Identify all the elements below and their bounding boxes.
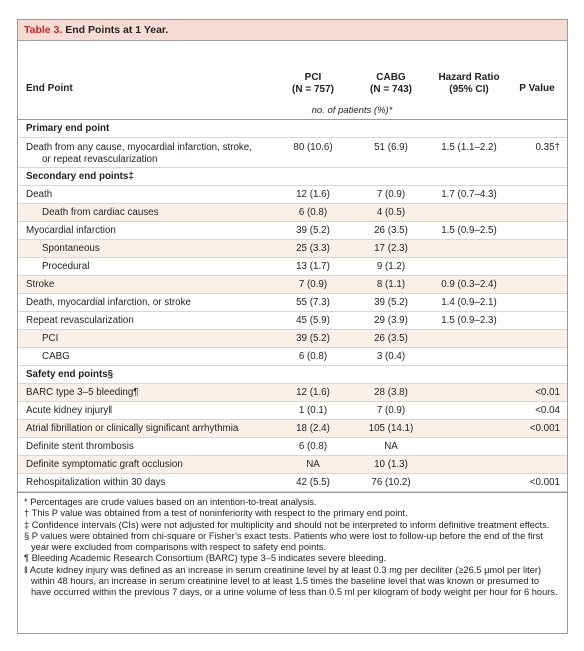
row-label xyxy=(42,351,70,363)
row-label xyxy=(26,225,116,237)
table-row xyxy=(18,348,567,366)
row-label-text: Repeat revascularization xyxy=(26,315,134,326)
cell-p: <0.001 xyxy=(529,423,560,434)
cell-p: <0.01 xyxy=(535,387,560,398)
row-label xyxy=(26,405,112,417)
row-label xyxy=(26,423,238,435)
row-label-text: BARC type 3–5 bleeding¶ xyxy=(26,387,139,398)
cell-pci: 12 (1.6) xyxy=(296,387,330,398)
row-label-text: Death xyxy=(26,189,53,200)
cell-hr: 0.9 (0.3–2.4) xyxy=(441,279,497,290)
table-row xyxy=(18,456,567,474)
table-row xyxy=(18,186,567,204)
row-label-text: Death from any cause, myocardial infarction, stroke, xyxy=(26,142,252,153)
cell-cabg: 10 (1.3) xyxy=(374,459,408,470)
section-header-row xyxy=(18,120,567,138)
cell-pci: 42 (5.5) xyxy=(296,477,330,488)
cell-pci: 13 (1.7) xyxy=(296,261,330,272)
cell-pci: 80 (10.6) xyxy=(293,142,333,153)
header-end-point: End Point xyxy=(26,83,73,94)
row-label xyxy=(26,279,54,291)
table-header xyxy=(18,41,567,120)
row-label-text: Atrial fibrillation or clinically significant arrhythmia xyxy=(26,423,239,434)
header-hazard-ratio xyxy=(432,72,506,96)
cell-pci: 39 (5.2) xyxy=(296,225,330,236)
row-label xyxy=(26,477,165,489)
row-label xyxy=(26,315,134,327)
table-title-bar xyxy=(18,20,567,41)
header-hr-label: Hazard Ratio xyxy=(438,72,500,83)
cell-pci: 6 (0.8) xyxy=(298,441,328,452)
row-label xyxy=(26,369,113,381)
row-label-text: Stroke xyxy=(26,279,55,290)
footnote: ‖ Acute kidney injury was defined as an increase in serum creatinine level by at least 0.3 mg per deciliter (≥26.5 μmol per liter) within 48 hours, an increase in serum creatinine level to at least 1.5 times the baseline level that was known or presumed to have occurred within the previous 7 days, or a urine volume of less than 0.5 ml per kilogram of body weight per hour for 6 hours. xyxy=(24,564,558,598)
row-label-text: Definite symptomatic graft occlusion xyxy=(26,459,183,470)
table-row xyxy=(18,330,567,348)
cell-hr: 1.7 (0.7–4.3) xyxy=(441,189,497,200)
table-label: Table 3. xyxy=(24,24,63,36)
header-cabg xyxy=(358,72,424,96)
cell-cabg: 76 (10.2) xyxy=(371,477,411,488)
section-header-row xyxy=(18,168,567,186)
header-units: no. of patients (%)* xyxy=(311,105,393,116)
row-label xyxy=(26,387,139,399)
cell-pci: 39 (5.2) xyxy=(296,333,330,344)
table-row xyxy=(18,294,567,312)
row-label-text: Death from cardiac causes xyxy=(42,207,159,218)
cell-cabg: 4 (0.5) xyxy=(376,207,406,218)
cell-hr: 1.5 (1.1–2.2) xyxy=(441,142,497,153)
table-row xyxy=(18,138,567,168)
cell-pci: 1 (0.1) xyxy=(298,405,328,416)
cell-p: <0.001 xyxy=(529,477,560,488)
cell-pci: 45 (5.9) xyxy=(296,315,330,326)
row-label xyxy=(42,243,100,255)
row-label-text: PCI xyxy=(42,333,59,344)
row-label xyxy=(42,261,89,273)
cell-cabg: 17 (2.3) xyxy=(374,243,408,254)
cell-cabg: 7 (0.9) xyxy=(376,189,406,200)
table-row xyxy=(18,204,567,222)
table-row xyxy=(18,222,567,240)
cell-cabg: 105 (14.1) xyxy=(368,423,414,434)
header-pci-n: (N = 757) xyxy=(292,84,334,95)
row-label-text: Death, myocardial infarction, or stroke xyxy=(26,297,191,308)
header-cabg-label: CABG xyxy=(376,72,406,83)
row-label xyxy=(26,171,134,183)
row-label xyxy=(42,333,58,345)
table-row xyxy=(18,402,567,420)
cell-pci: 6 (0.8) xyxy=(298,351,328,362)
table-row xyxy=(18,420,567,438)
cell-cabg: 8 (1.1) xyxy=(376,279,406,290)
row-label xyxy=(26,459,183,471)
cell-cabg: 7 (0.9) xyxy=(376,405,406,416)
row-label-text: Rehospitalization within 30 days xyxy=(26,477,166,488)
row-label-text: Safety end points§ xyxy=(26,369,114,380)
section-header-row xyxy=(18,366,567,384)
row-label-text: Myocardial infarction xyxy=(26,225,116,236)
row-label-text: CABG xyxy=(42,351,70,362)
cell-p: <0.04 xyxy=(535,405,560,416)
table-row xyxy=(18,276,567,294)
cell-pci: 18 (2.4) xyxy=(296,423,330,434)
row-label xyxy=(26,189,52,201)
row-label xyxy=(42,207,159,219)
row-label-continued: or repeat revascularization xyxy=(42,154,158,165)
footnote: ‡ Confidence intervals (CIs) were not adjusted for multiplicity and should not be interpreted to inform definitive treatment effects. xyxy=(24,519,550,530)
table-row xyxy=(18,474,567,492)
table-row xyxy=(18,258,567,276)
footnote: † This P value was obtained from a test of noninferiority with respect to the primary end point. xyxy=(24,508,408,519)
cell-hr: 1.5 (0.9–2.3) xyxy=(441,315,497,326)
cell-pci: 12 (1.6) xyxy=(296,189,330,200)
cell-cabg: 26 (3.5) xyxy=(374,333,408,344)
header-p-value: P Value xyxy=(519,83,555,94)
cell-cabg: 39 (5.2) xyxy=(374,297,408,308)
footnote: § P values were obtained from chi-square or Fisher’s exact tests. Patients who were lost to follow-up before the end of the first year were excluded from comparisons with respect to safety end points. xyxy=(24,530,543,553)
row-label xyxy=(26,142,252,166)
row-label xyxy=(26,441,134,453)
cell-pci: 55 (7.3) xyxy=(296,297,330,308)
cell-p: 0.35† xyxy=(535,142,560,153)
cell-pci: NA xyxy=(306,459,320,470)
table-body xyxy=(18,120,567,493)
results-table xyxy=(17,19,568,634)
table-row xyxy=(18,240,567,258)
cell-cabg: 26 (3.5) xyxy=(374,225,408,236)
row-label-text: Primary end point xyxy=(26,123,110,134)
row-label xyxy=(26,297,191,309)
row-label-text: Procedural xyxy=(42,261,90,272)
row-label-text: Definite stent thrombosis xyxy=(26,441,134,452)
cell-cabg: 9 (1.2) xyxy=(376,261,406,272)
cell-cabg: 51 (6.9) xyxy=(374,142,408,153)
cell-hr: 1.4 (0.9–2.1) xyxy=(441,297,497,308)
cell-cabg: 29 (3.9) xyxy=(374,315,408,326)
table-title: End Points at 1 Year. xyxy=(65,24,169,36)
header-cabg-n: (N = 743) xyxy=(370,84,412,95)
row-label-text: Acute kidney injury‖ xyxy=(26,405,113,416)
table-row xyxy=(18,312,567,330)
table-row xyxy=(18,384,567,402)
header-pci xyxy=(280,72,346,96)
cell-cabg: 3 (0.4) xyxy=(376,351,406,362)
cell-cabg: 28 (3.8) xyxy=(374,387,408,398)
row-label xyxy=(26,123,109,135)
footnotes xyxy=(18,493,567,599)
cell-hr: 1.5 (0.9–2.5) xyxy=(441,225,497,236)
footnote: ¶ Bleeding Academic Research Consortium (BARC) type 3–5 indicates severe bleeding. xyxy=(24,553,387,564)
cell-cabg: NA xyxy=(384,441,398,452)
table-row xyxy=(18,438,567,456)
cell-pci: 6 (0.8) xyxy=(298,207,328,218)
footnote: * Percentages are crude values based on an intention-to-treat analysis. xyxy=(24,497,317,507)
header-pci-label: PCI xyxy=(304,72,322,83)
cell-pci: 25 (3.3) xyxy=(296,243,330,254)
row-label-text: Secondary end points‡ xyxy=(26,171,134,182)
cell-pci: 7 (0.9) xyxy=(298,279,328,290)
row-label-text: Spontaneous xyxy=(42,243,100,254)
header-hr-ci: (95% CI) xyxy=(449,84,489,95)
